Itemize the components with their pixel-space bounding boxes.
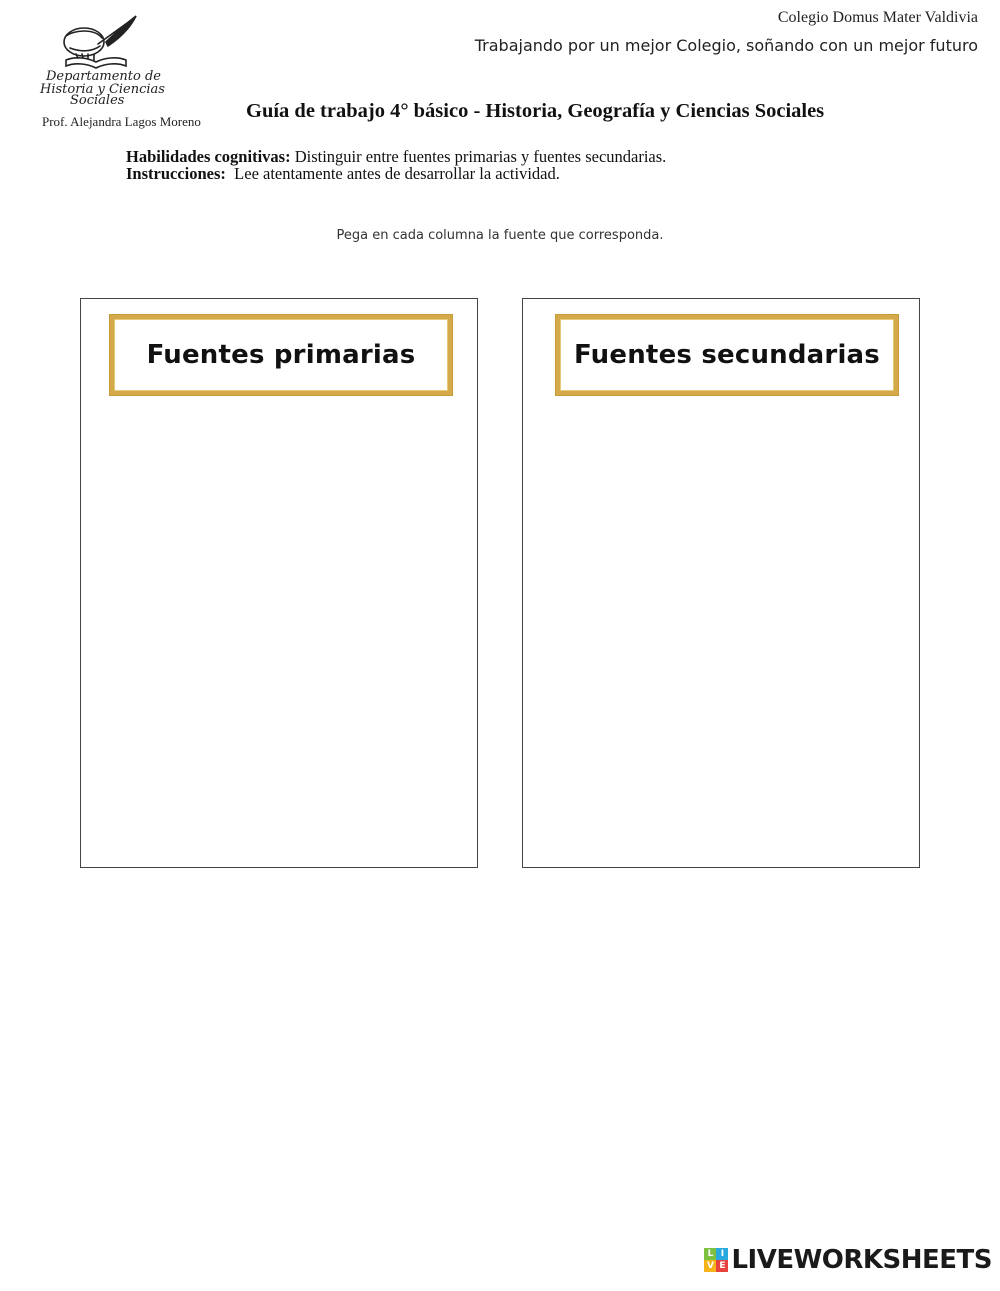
logo-text-line-3: Sociales — [70, 93, 125, 106]
skills-label: Habilidades cognitivas: — [126, 147, 291, 166]
department-logo — [36, 14, 170, 106]
skills-text: Distinguir entre fuentes primarias y fuentes secundarias. — [290, 147, 667, 166]
drop-zone-primary-sources[interactable] — [80, 298, 478, 868]
liveworksheets-logo — [704, 1245, 992, 1275]
column-header-primary — [110, 315, 452, 395]
school-name: Colegio Domus Mater Valdivia — [777, 9, 978, 26]
activity-instruction: Pega en cada columna la fuente que corresponda. — [336, 228, 664, 243]
column-label-primary: Fuentes primarias — [146, 340, 416, 370]
school-slogan: Trabajando por un mejor Colegio, soñando con un mejor futuro — [474, 36, 978, 55]
mark-letter-l: L — [704, 1248, 716, 1260]
mark-letter-v: V — [704, 1260, 716, 1272]
quill-book-icon — [36, 14, 170, 106]
instructions-label: Instrucciones: — [126, 164, 226, 183]
info-block — [126, 148, 666, 182]
instructions-text: Lee atentamente antes de desarrollar la actividad. — [225, 164, 560, 183]
liveworksheets-mark-icon — [704, 1248, 728, 1272]
logo-text-line-1: Departamento de — [46, 69, 161, 84]
logo-text-line-2: Historia y Ciencias — [40, 82, 165, 97]
column-label-secondary: Fuentes secundarias — [574, 340, 880, 370]
mark-letter-i: I — [716, 1248, 728, 1260]
drop-zone-secondary-sources[interactable] — [522, 298, 920, 868]
guide-title: Guía de trabajo 4° básico - Historia, Geografía y Ciencias Sociales — [246, 100, 825, 122]
column-header-secondary — [556, 315, 898, 395]
teacher-name: Prof. Alejandra Lagos Moreno — [42, 114, 201, 129]
liveworksheets-wordmark: LIVEWORKSHEETS — [731, 1245, 992, 1275]
instructions-line — [126, 165, 666, 182]
mark-letter-e: E — [716, 1260, 728, 1272]
skills-line — [126, 148, 666, 165]
